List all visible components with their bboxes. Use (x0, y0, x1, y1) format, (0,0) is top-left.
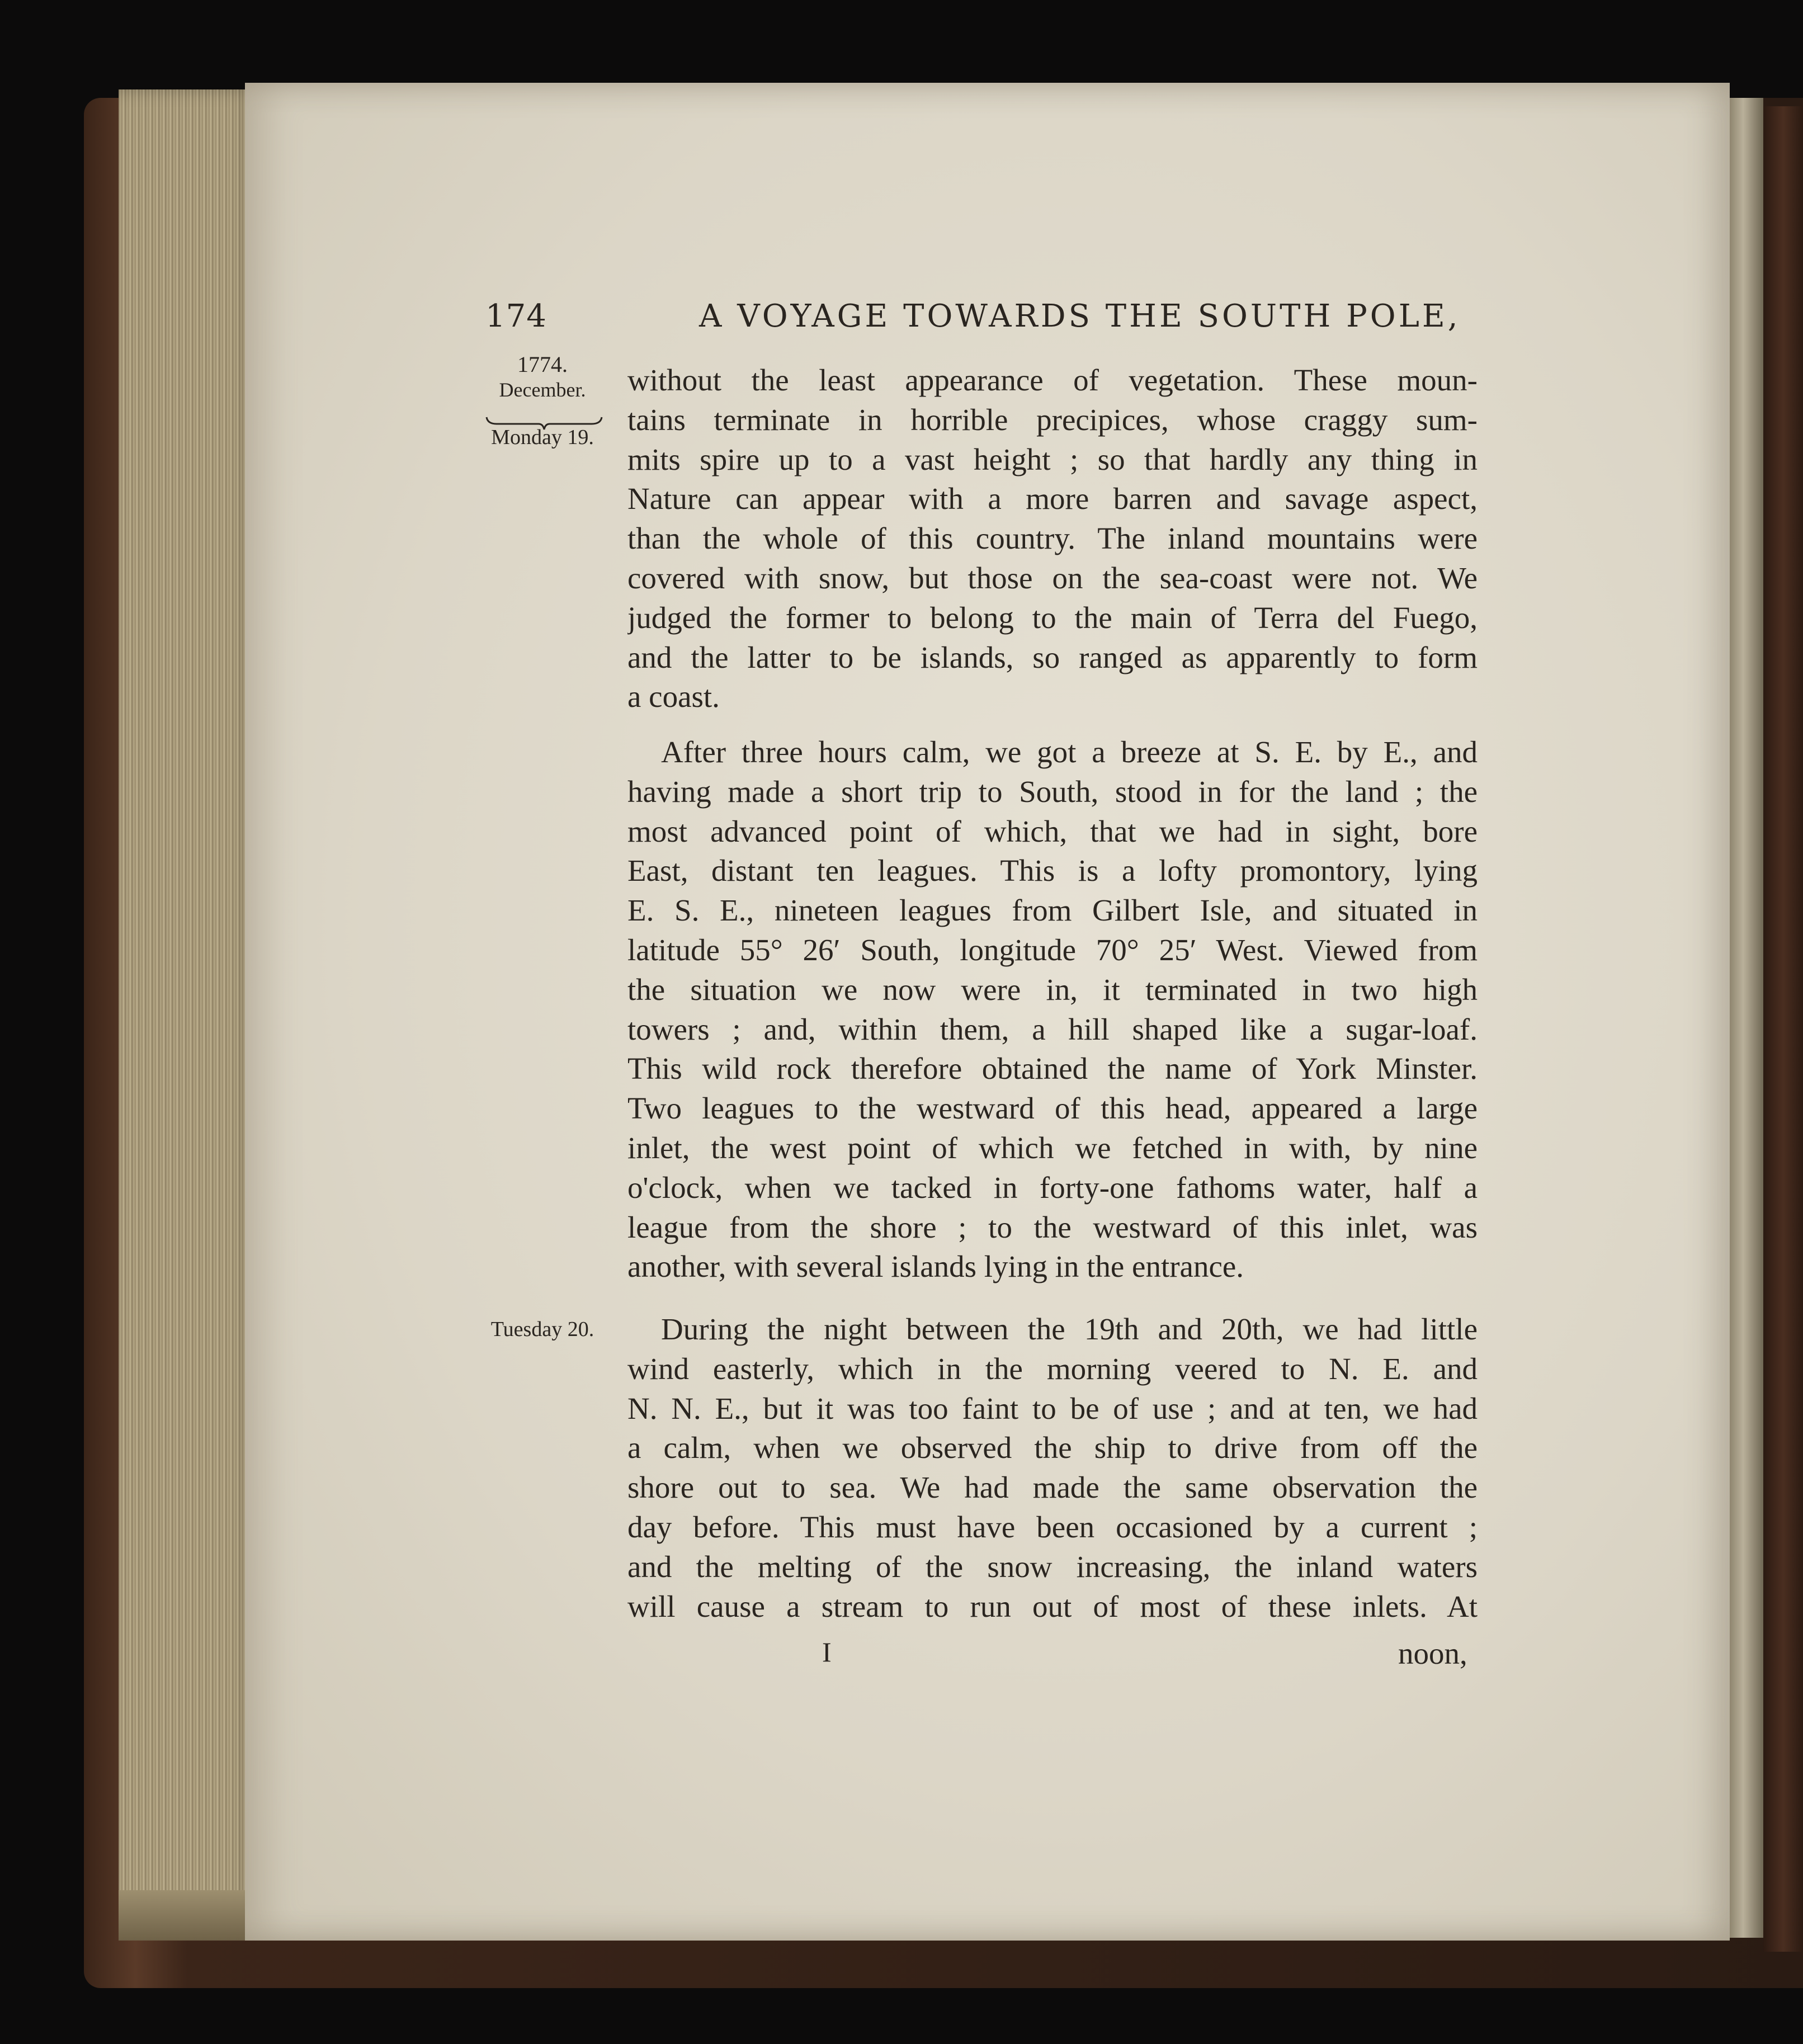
text-line: wind easterly, which in the morning veered to N. E. and (627, 1351, 1478, 1386)
catchword: noon, (1398, 1636, 1467, 1670)
paragraph-3 (627, 1310, 1478, 1626)
text-line: judged the former to belong to the main of Terra del Fuego, (627, 600, 1478, 635)
facing-page-edge (1730, 98, 1763, 1938)
text-line: shore out to sea. We had made the same observation the (627, 1470, 1478, 1505)
text-line: o'clock, when we tacked in forty-one fathoms water, half a (627, 1170, 1478, 1205)
margin-year: 1774. (517, 352, 568, 377)
paragraph-1 (627, 361, 1478, 717)
text-line: and the melting of the snow increasing, the inland waters (627, 1549, 1478, 1584)
text-line: than the whole of this country. The inland mountains were (627, 521, 1478, 556)
paragraph-2 (627, 733, 1478, 1287)
text-line: mits spire up to a vast height ; so that hardly any thing in (627, 442, 1478, 476)
text-line: Two leagues to the westward of this head, appeared a large (627, 1091, 1478, 1126)
text-line: latitude 55° 26′ South, longitude 70° 25′ West. Viewed from (627, 932, 1478, 967)
running-head: A VOYAGE TOWARDS THE SOUTH POLE, (699, 298, 1461, 334)
text-line: This wild rock therefore obtained the name of York Minster. (627, 1051, 1478, 1086)
text-line: N. N. E., but it was too faint to be of use ; and at ten, we had (627, 1391, 1478, 1425)
text-line: E. S. E., nineteen leagues from Gilbert Isle, and situated in (627, 893, 1478, 928)
margin-day-tuesday: Tuesday 20. (490, 1318, 594, 1341)
text-line: a coast. (627, 679, 720, 714)
text-line: During the night between the 19th and 20th, we had little (661, 1312, 1478, 1346)
text-line: towers ; and, within them, a hill shaped like a sugar-loaf. (627, 1012, 1478, 1046)
text-line: will cause a stream to run out of most of these inlets. At (627, 1589, 1478, 1623)
text-line: having made a short trip to South, stood in for the land ; the (627, 774, 1478, 809)
text-line: day before. This must have been occasioned by a current ; (627, 1509, 1478, 1544)
page-block-edge (119, 89, 258, 1935)
text-line: a calm, when we observed the ship to drive from off the (627, 1431, 1478, 1465)
text-line: and the latter to be islands, so ranged as apparently to form (627, 640, 1478, 674)
margin-month: December. (499, 379, 586, 401)
signature-mark: I (822, 1636, 832, 1668)
text-line: Nature can appear with a more barren and savage aspect, (627, 482, 1478, 516)
page-number: 174 (485, 298, 547, 334)
text-line: inlet, the west point of which we fetched in with, by nine (627, 1130, 1478, 1165)
text-line: covered with snow, but those on the sea-coast were not. We (627, 560, 1478, 595)
text-line: without the least appearance of vegetation. These moun- (627, 363, 1478, 397)
margin-day-monday: Monday 19. (491, 426, 594, 449)
text-line: another, with several islands lying in the entrance. (627, 1249, 1244, 1284)
text-line: East, distant ten leagues. This is a lofty promontory, lying (627, 853, 1478, 888)
text-line: league from the shore ; to the westward of this inlet, was (627, 1210, 1478, 1244)
text-line: most advanced point of which, that we had in sight, bore (627, 814, 1478, 848)
text-line: tains terminate in horrible precipices, whose craggy sum- (627, 402, 1478, 437)
text-line: After three hours calm, we got a breeze at S. E. by E., and (661, 735, 1478, 769)
book-cover-right (1763, 106, 1803, 1952)
text-line: the situation we now were in, it terminated in two high (627, 972, 1478, 1007)
